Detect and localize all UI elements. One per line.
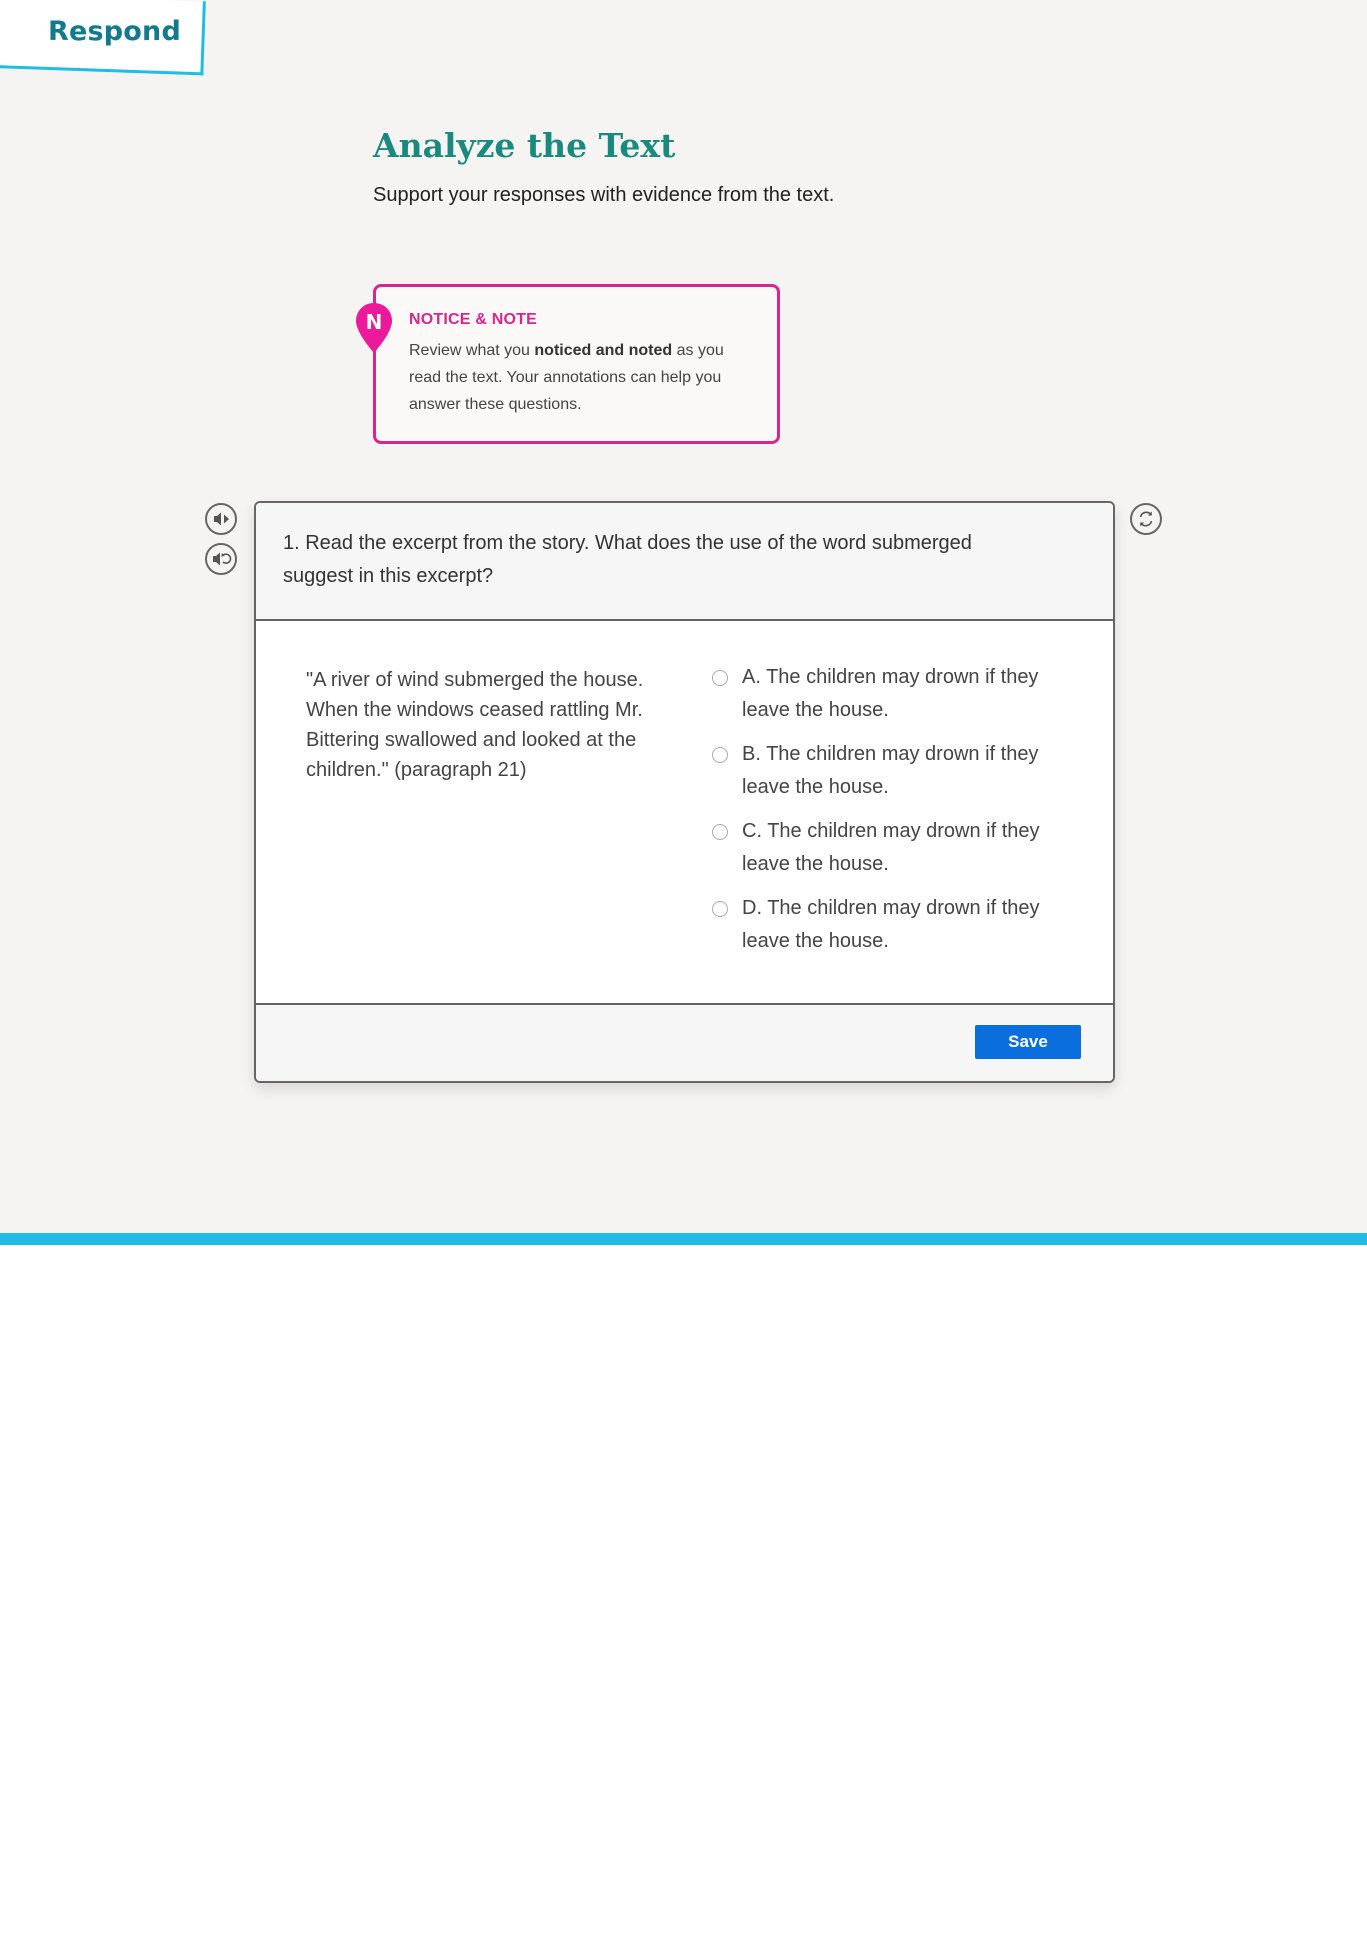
question-card — [254, 501, 1115, 1083]
notice-note-callout — [373, 284, 780, 444]
question-prompt: 1. Read the excerpt from the story. What does the use of the word submerged suggest in this excerpt? — [283, 532, 972, 587]
notice-text-start: Review what you — [409, 342, 535, 359]
answer-option-label: B. The children may drown if they leave the house. — [742, 743, 1039, 798]
respond-tab-label: Respond — [48, 16, 181, 47]
audio-play-icon[interactable] — [205, 503, 237, 535]
radio-button[interactable] — [712, 747, 728, 763]
notice-pin-letter: N — [365, 310, 383, 334]
save-button[interactable]: Save — [975, 1025, 1081, 1059]
answer-options — [712, 661, 1092, 969]
radio-button[interactable] — [712, 901, 728, 917]
audio-replay-icon[interactable] — [205, 543, 237, 575]
question-excerpt: "A river of wind submerged the house. When the windows ceased rattling Mr. Bittering swallowed and looked at the children." (paragraph 21) — [306, 669, 644, 781]
footer-stripe — [0, 1233, 1367, 1245]
radio-button[interactable] — [712, 824, 728, 840]
answer-option-label: D. The children may drown if they leave the house. — [742, 897, 1040, 952]
radio-button[interactable] — [712, 670, 728, 686]
reset-icon[interactable] — [1130, 503, 1162, 535]
answer-option-label: A. The children may drown if they leave the house. — [742, 666, 1039, 721]
notice-pin-icon — [355, 302, 393, 354]
notice-heading: NOTICE & NOTE — [409, 311, 537, 328]
page-title: Analyze the Text — [373, 126, 676, 165]
notice-text — [409, 337, 759, 418]
page-subtitle: Support your responses with evidence from the text. — [373, 184, 835, 206]
question-header — [256, 503, 1113, 621]
notice-text-bold: noticed and noted — [534, 342, 673, 359]
answer-option-label: C. The children may drown if they leave the house. — [742, 820, 1040, 875]
answer-option-b[interactable] — [712, 738, 1092, 815]
answer-option-c[interactable] — [712, 815, 1092, 892]
answer-option-a[interactable] — [712, 661, 1092, 738]
answer-option-d[interactable] — [712, 892, 1092, 969]
question-footer — [256, 1003, 1113, 1081]
notice-text-end: as you read the text. Your annotations can help you answer these questions. — [409, 342, 724, 413]
